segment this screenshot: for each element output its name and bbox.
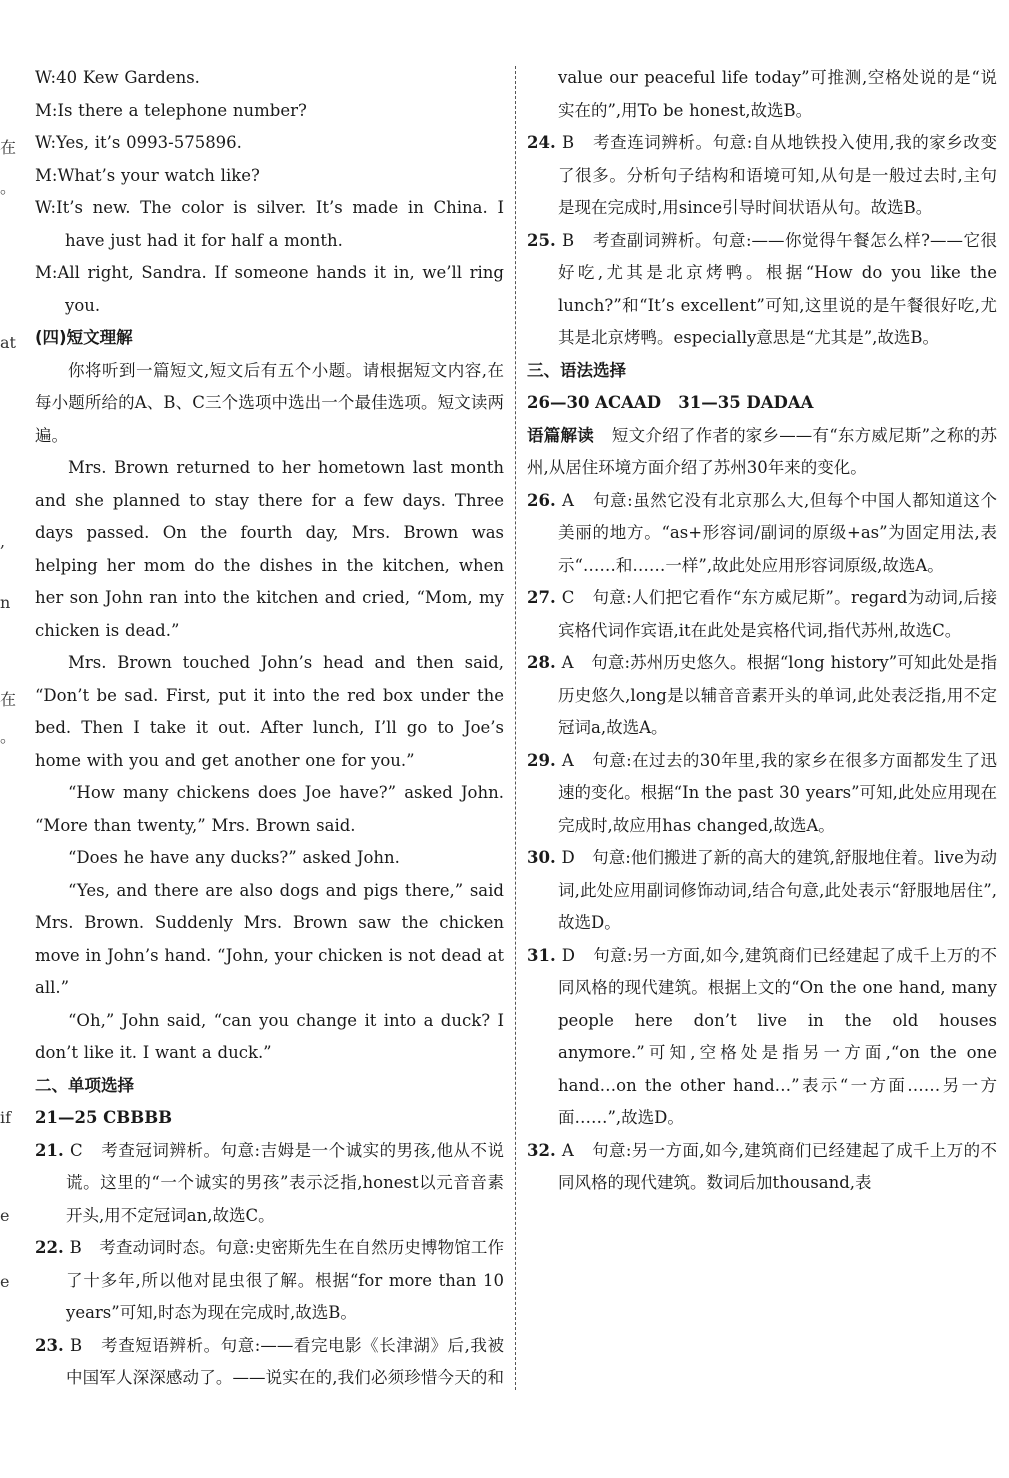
explanation-item <box>35 1232 504 1330</box>
question-number: 24. <box>527 133 556 152</box>
question-number: 27. <box>527 588 556 607</box>
reading-text: 短文介绍了作者的家乡——有“东方威尼斯”之称的苏州,从居住环境方面介绍了苏州30年来的变化。 <box>527 425 997 477</box>
dialogue-line: W:It’s new. The color is silver. It’s made in China. I have just had it for half a month. <box>35 198 504 250</box>
explanation-text: 句意:另一方面,如今,建筑商们已经建起了成千上万的不同风格的现代建筑。根据上文的“On the one hand, many people here don’t live in the old houses anymore.”可知,空格处是指另一方面,“on the one hand…on the other hand…”表示“一方面……另一方面……”,故选D。 <box>558 945 997 1127</box>
dialogue-line: W:40 Kew Gardens. <box>35 68 200 87</box>
explanation-item <box>527 842 997 940</box>
answer-letter: C <box>561 588 575 607</box>
margin-fragment: , <box>0 532 6 551</box>
story-paragraph: Mrs. Brown returned to her hometown last month and she planned to stay there for a few days. Three days passed. On the fourth day, Mrs. Brown was helping her mom do the dishes in the kitchen, when her son John ran into the kitchen and cried, “Mom, my chicken is dead.” <box>35 458 504 640</box>
reading-summary <box>527 420 997 485</box>
margin-fragment: 在 <box>0 690 17 709</box>
section2-title: 二、单项选择 <box>35 1075 134 1095</box>
answer-key-26-35: 26—30 ACAAD 31—35 DADAA <box>527 393 814 412</box>
answer-letter: B <box>562 133 575 152</box>
explanation-text: 考查副词辨析。句意:——你觉得午餐怎么样?——它很好吃,尤其是北京烤鸭。根据“How do you like the lunch?”和“It’s excellent”可知,这里说的是午餐很好吃,尤其是北京烤鸭。especially意思是“尤其是”,故选B。 <box>558 230 997 347</box>
explanation-text: 句意:虽然它没有北京那么大,但每个中国人都知道这个美丽的地方。“as+形容词/副词的原级+as”为固定用法,表示“……和……一样”,故此处应用形容词原级,故选A。 <box>558 490 997 575</box>
explanation-item <box>527 127 997 225</box>
answer-letter: B <box>70 1335 83 1355</box>
explanation-text: 句意:他们搬进了新的高大的建筑,舒服地住着。live为动词,此处应用副词修饰动词,结合句意,此处表示“舒服地居住”,故选D。 <box>558 848 997 932</box>
explanation-item <box>527 582 997 647</box>
explanation-item <box>35 1135 504 1233</box>
section3-title: 三、语法选择 <box>527 360 626 380</box>
explanation-text: 句意:人们把它看作“东方威尼斯”。regard为动词,后接宾格代词作宾语,it在此处是宾格代词,指代苏州,故选C。 <box>558 588 997 640</box>
explanation-item <box>527 1135 997 1200</box>
dialogue-block <box>35 62 504 322</box>
explanation-text: 考查冠词辨析。句意:吉姆是一个诚实的男孩,他从不说谎。这里的“一个诚实的男孩”表示泛指,honest以元音音素开头,用不定冠词an,故选C。 <box>66 1140 504 1225</box>
column-divider <box>515 66 517 1390</box>
question-number: 26. <box>527 490 556 510</box>
explanations-24-25 <box>527 127 997 355</box>
bottom-blank-margin <box>0 1394 1009 1478</box>
story-paragraph: “Does he have any ducks?” asked John. <box>68 848 400 867</box>
margin-fragment: if <box>0 1108 12 1127</box>
answer-letter: D <box>561 848 575 867</box>
answer-letter: A <box>561 653 574 672</box>
answer-letter: A <box>561 750 574 770</box>
story-paragraph: “Yes, and there are also dogs and pigs there,” said Mrs. Brown. Suddenly Mrs. Brown saw the chicken move in John’s hand. “John, your chicken is not dead at all.” <box>35 880 504 997</box>
explanations-26-32 <box>527 485 997 1200</box>
margin-fragment: 在 <box>0 138 17 157</box>
dialogue-line: M:What’s your watch like? <box>35 165 260 185</box>
answer-letter: D <box>561 945 576 965</box>
explanation-item <box>527 940 997 1135</box>
explanation-item <box>527 225 997 355</box>
answer-key-21-25: 21—25 CBBBB <box>35 1108 173 1127</box>
explanation-text: 句意:在过去的30年里,我的家乡在很多方面都发生了迅速的变化。根据“In the past 30 years”可知,此处应用现在完成时,故应用has changed,故选A。 <box>558 750 997 835</box>
section4-instructions: 你将听到一篇短文,短文后有五个小题。请根据短文内容,在每小题所给的A、B、C三个选项中选出一个最佳选项。短文读两遍。 <box>35 360 504 445</box>
answer-letter: B <box>561 230 575 250</box>
margin-fragment: at <box>0 333 16 352</box>
margin-fragment: 。 <box>0 727 17 746</box>
explanation-text: 考查动词时态。句意:史密斯先生在自然历史博物馆工作了十多年,所以他对昆虫很了解。根据“for more than 10 years”可知,时态为现在完成时,故选B。 <box>66 1238 504 1322</box>
story-paragraph: Mrs. Brown touched John’s head and then said, “Don’t be sad. First, put it into the red box under the bed. Then I take it out. After lunch, I’ll go to Joe’s home with you and get another one for you.” <box>35 653 504 770</box>
answer-letter: A <box>562 490 574 510</box>
explanation-23-continued: value our peaceful life today”可推测,空格处说的是“说实在的”,用To be honest,故选B。 <box>558 68 997 120</box>
answer-letter: A <box>561 1140 574 1160</box>
question-number: 29. <box>527 750 556 770</box>
explanation-text: 考查连词辨析。句意:自从地铁投入使用,我的家乡改变了很多。分析句子结构和语境可知,从句是一般过去时,主句是现在完成时,用since引导时间状语从句。故选B。 <box>558 133 997 217</box>
dialogue-line: M:Is there a telephone number? <box>35 100 307 120</box>
section4-title: (四)短文理解 <box>35 328 133 347</box>
explanation-item <box>527 647 997 745</box>
question-number: 22. <box>35 1238 64 1257</box>
question-number: 31. <box>527 945 556 965</box>
answer-letter: B <box>69 1238 82 1257</box>
explanation-item <box>527 485 997 583</box>
question-number: 30. <box>527 848 556 867</box>
margin-fragment: e <box>0 1272 10 1291</box>
explanation-text: 考查短语辨析。句意:——看完电影《长津湖》后,我被中国军人深深感动了。——说实在的,我们必须珍惜今天的和 <box>66 1335 504 1387</box>
explanation-text: 句意:苏州历史悠久。根据“long history”可知此处是指历史悠久,long是以辅音音素开头的单词,此处表泛指,用不定冠词a,故选A。 <box>558 653 997 737</box>
explanation-item <box>527 745 997 843</box>
story-block <box>35 452 504 1070</box>
right-column <box>527 62 997 1200</box>
dialogue-line: M:All right, Sandra. If someone hands it in, we’ll ring you. <box>35 263 504 315</box>
margin-fragment: e <box>0 1206 10 1225</box>
question-number: 32. <box>527 1140 556 1160</box>
question-number: 23. <box>35 1335 64 1355</box>
question-number: 21. <box>35 1140 64 1160</box>
story-paragraph: “Oh,” John said, “can you change it into a duck? I don’t like it. I want a duck.” <box>35 1010 504 1062</box>
question-number: 28. <box>527 653 556 672</box>
explanations-21-23 <box>35 1135 504 1428</box>
left-column <box>35 62 504 1427</box>
reading-label: 语篇解读 <box>527 425 594 445</box>
question-number: 25. <box>527 230 556 250</box>
margin-fragment: n <box>0 593 11 612</box>
explanation-text: 句意:另一方面,如今,建筑商们已经建起了成千上万的不同风格的现代建筑。数词后加thousand,表 <box>558 1140 997 1192</box>
answer-letter: C <box>69 1140 83 1160</box>
story-paragraph: “How many chickens does Joe have?” asked John. “More than twenty,” Mrs. Brown said. <box>35 783 504 835</box>
margin-fragment: 。 <box>0 178 17 197</box>
dialogue-line: W:Yes, it’s 0993-575896. <box>35 133 242 152</box>
